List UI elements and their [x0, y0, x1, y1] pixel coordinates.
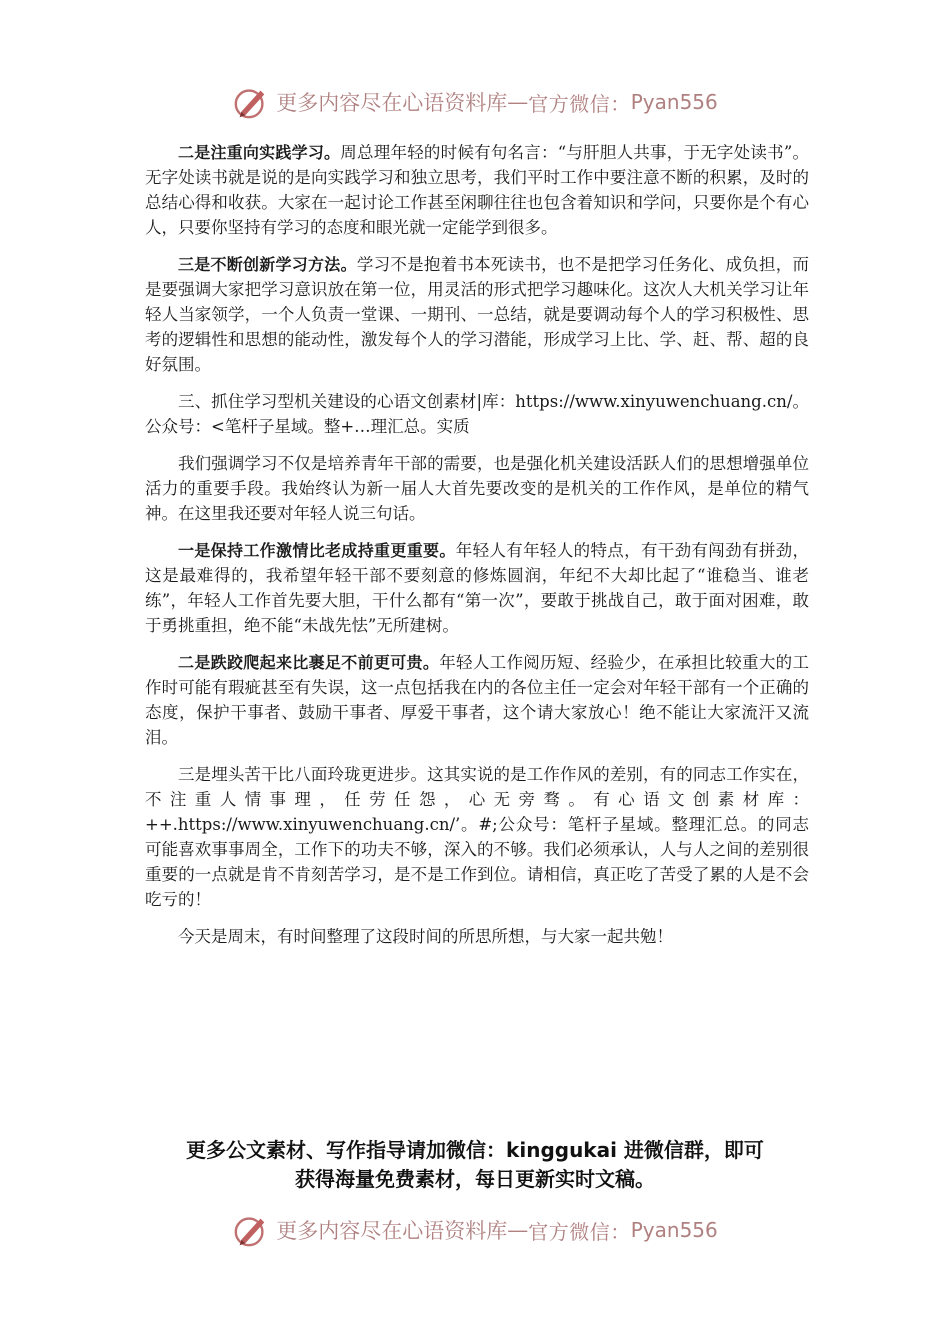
banner-wx-id: Pyan556 — [630, 1218, 718, 1242]
paragraph-8-text: 今天是周末，有时间整理了这段时间的所思所想，与大家一起共勉！ — [178, 927, 673, 946]
document-body — [145, 140, 809, 961]
paragraph-3-text: 三、抓住学习型机关建设的心语文创素材|库：https://www.xinyuwenchuang.cn/。公众号：<笔杆子星域。整+…理汇总。实质 — [145, 392, 809, 436]
banner-wx-label: 官方微信： — [528, 91, 631, 116]
paragraph-1-text: 周总理年轻的时候有句名言：“与肝胆人共事，于无字处读书”。无字处读书就是说的是向实践学习和独立思考，我们平时工作中要注意不断的积累，及时的总结心得和收获。大家在一起讨论工作甚至闲聊往往也包含着知识和学问，只要你是个有心人，只要你坚持有学习的态度和眼光就一定能学到很多。 — [145, 143, 809, 237]
paragraph-5-text: 年轻人有年轻人的特点，有干劲有闯劲有拼劲，这是最难得的，我希望年轻干部不要刻意的修炼圆润，年纪不大却比起了“谁稳当、谁老练”，年轻人工作首先要大胆，干什么都有“第一次”，要敢于挑战自己，敢于面对困难，敢于勇挑重担，绝不能“未战先怯”无所建树。 — [145, 541, 809, 635]
banner-text: 更多内容尽在心语资料库 — [276, 1219, 508, 1243]
paragraph-2-text: 学习不是抱着书本死读书，也不是把学习任务化、成负担，而是要强调大家把学习意识放在第一位，用灵活的形式把学习趣味化。这次人大机关学习让年轻人当家领学，一个人负责一堂课、一期刊、一总结，就是要调动每个人的学习积极性、思考的逻辑性和思想的能动性，激发每个人的学习潜能，形成学习上比、学、赶、帮、超的良好氛围。 — [145, 255, 809, 374]
paragraph-1 — [145, 140, 809, 240]
banner-dash: — — [507, 1218, 529, 1242]
paragraph-7-text: 三是埋头苦干比八面玲珑更进步。这其实说的是工作作风的差别，有的同志工作实在，不注重人情事理，任劳任怨，心无旁骛。有心语文创素材库：++.https://www.xinyuwenchuang.cn/’。#;公众号：笔杆子星域。整理汇总。的同志可能喜欢事事周全，工作下的功夫不够，深入的不够。我们必须承认，人与人之间的差别很重要的一点就是肯不肯刻苦学习，是不是工作到位。请相信，真正吃了苦受了累的人是不会吃亏的！ — [145, 765, 809, 909]
footer-watermark-banner — [0, 1208, 950, 1252]
paragraph-4-text: 我们强调学习不仅是培养青年干部的需要，也是强化机关建设活跃人们的思想增强单位活力的重要手段。我始终认为新一届人大首先要改变的是机关的工作作风，是单位的精气神。在这里我还要对年轻人说三句话。 — [145, 454, 809, 523]
paragraph-6 — [145, 650, 809, 750]
paragraph-8 — [145, 924, 809, 949]
paragraph-3 — [145, 389, 809, 439]
paragraph-6-text: 年轻人工作阅历短、经验少，在承担比较重大的工作时可能有瑕疵甚至有失误，这一点包括我在内的各位主任一定会对年轻干部有一个正确的态度，保护干事者、鼓励干事者、厚爱干事者，这个请大家放心！绝不能让大家流汗又流泪。 — [145, 653, 809, 747]
paragraph-1-heading: 二是注重向实践学习。 — [178, 143, 341, 162]
banner-text: 更多内容尽在心语资料库 — [276, 91, 508, 115]
paragraph-2 — [145, 252, 809, 377]
banner-wx-id: Pyan556 — [630, 90, 718, 114]
paragraph-6-heading: 二是跌跤爬起来比裹足不前更可贵。 — [178, 653, 440, 672]
paragraph-5-heading: 一是保持工作激情比老成持重更重要。 — [178, 541, 456, 560]
paragraph-4 — [145, 451, 809, 526]
footer-line-2: 获得海量免费素材，每日更新实时文稿。 — [295, 1167, 655, 1191]
paragraph-2-heading: 三是不断创新学习方法。 — [178, 255, 357, 274]
paragraph-5 — [145, 538, 809, 638]
paragraph-7 — [145, 762, 809, 912]
footer-line-1: 更多公文素材、写作指导请加微信：kinggukai 进微信群，即可 — [186, 1138, 764, 1162]
pen-logo-icon — [232, 1211, 270, 1249]
header-watermark-banner — [0, 80, 950, 124]
footer-promo — [0, 1136, 950, 1194]
banner-wx-label: 官方微信： — [528, 1219, 631, 1244]
banner-dash: — — [507, 90, 529, 114]
pen-logo-icon — [232, 83, 270, 121]
